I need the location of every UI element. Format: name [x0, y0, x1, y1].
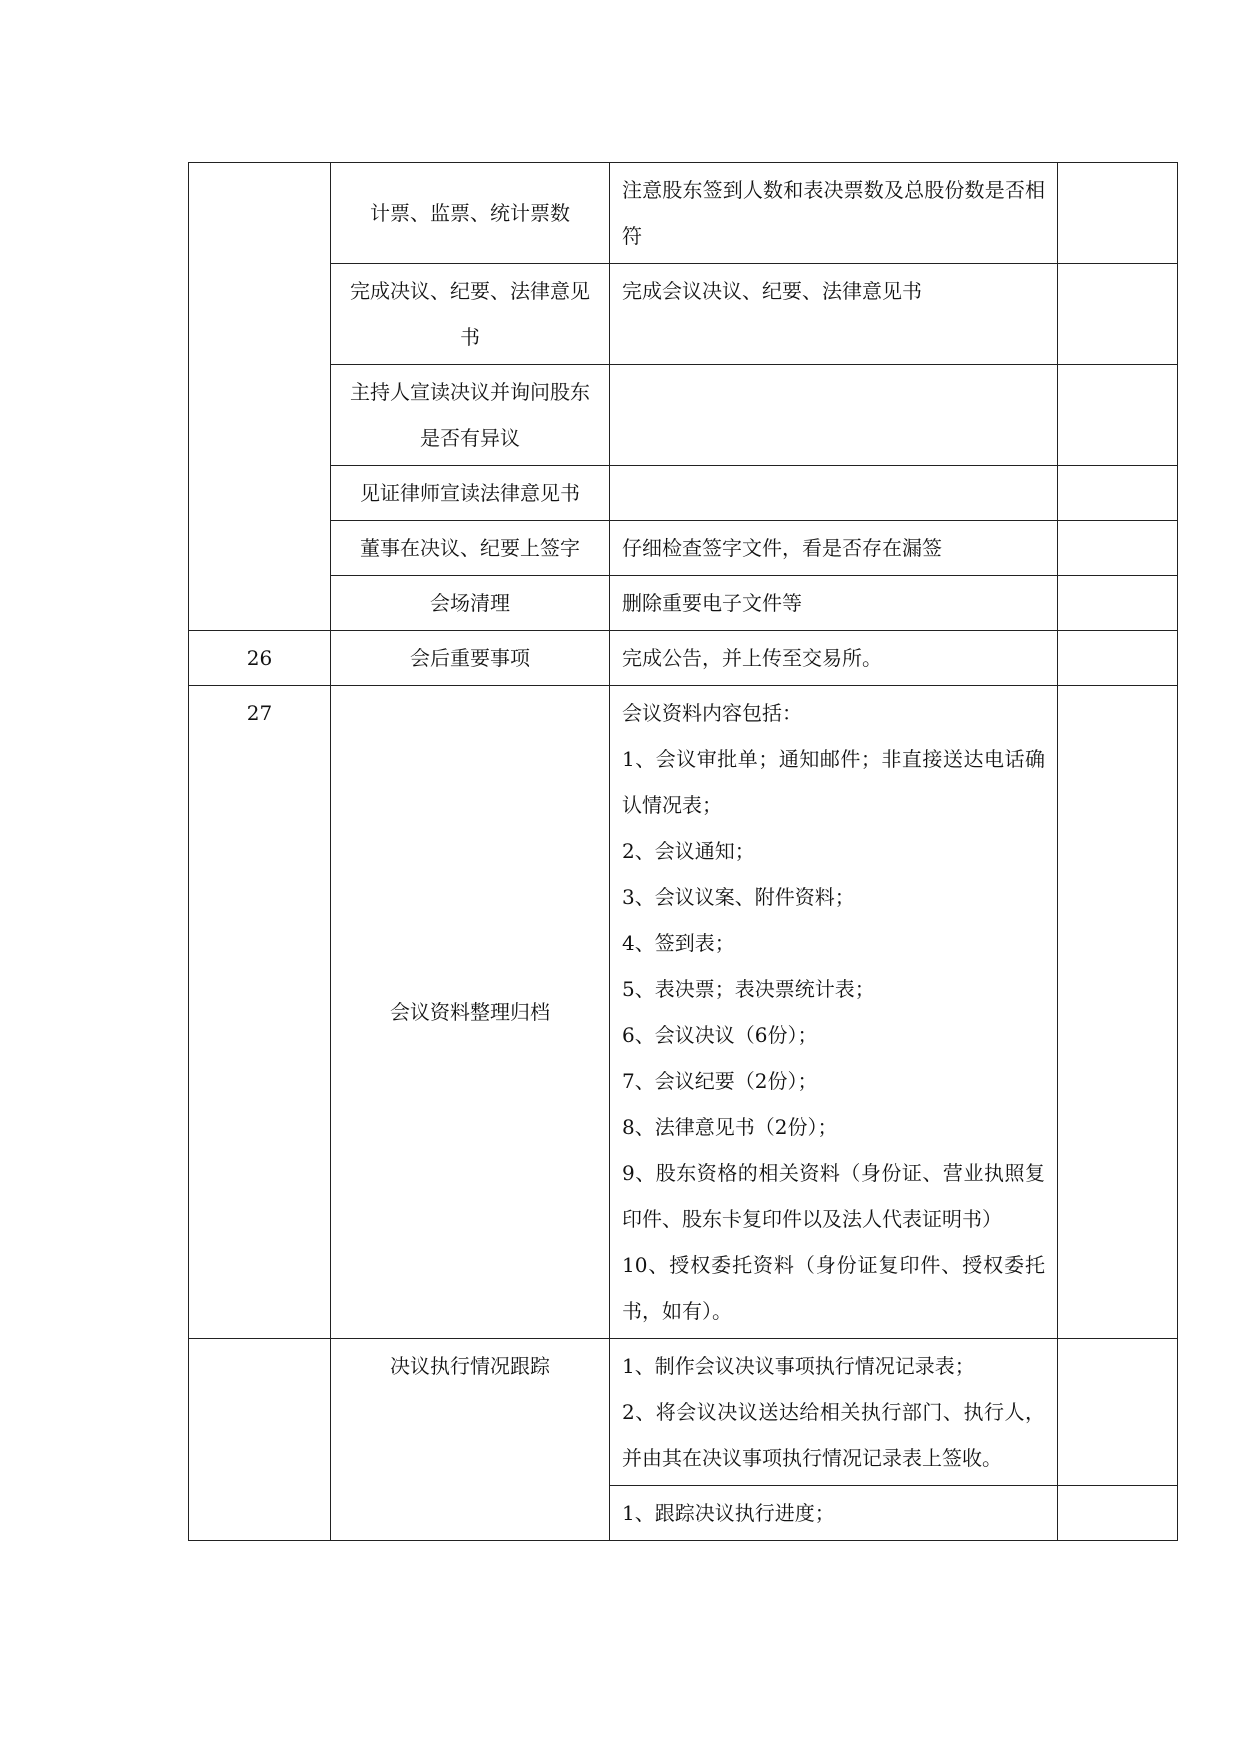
desc-line: 9、股东资格的相关资料（身份证、营业执照复印件、股东卡复印件以及法人代表证明书）: [622, 1161, 1045, 1231]
table-row: [189, 576, 1178, 631]
desc-line: 3、会议议案、附件资料；: [622, 885, 855, 909]
number-cell: 27: [189, 686, 331, 1339]
number-cell: [189, 163, 331, 631]
desc-line: 5、表决票；表决票统计表；: [622, 977, 875, 1001]
item-cell: 会后重要事项: [331, 631, 610, 686]
desc-line: 2、会议通知；: [622, 839, 755, 863]
remark-cell: [1058, 686, 1178, 1339]
table-row: [189, 1339, 1178, 1486]
desc-cell: [610, 686, 1058, 1339]
desc-line: 8、法律意见书（2份）；: [622, 1115, 838, 1139]
item-cell: 见证律师宣读法律意见书: [331, 466, 610, 521]
remark-cell: [1058, 631, 1178, 686]
table-row: [189, 163, 1178, 264]
desc-cell: 完成会议决议、纪要、法律意见书: [610, 264, 1058, 365]
item-cell: 计票、监票、统计票数: [331, 163, 610, 264]
desc-cell: 1、跟踪决议执行进度；: [610, 1486, 1058, 1541]
item-cell: 董事在决议、纪要上签字: [331, 521, 610, 576]
table-row: [189, 686, 1178, 1339]
item-cell: 完成决议、纪要、法律意见书: [331, 264, 610, 365]
desc-line: 6、会议决议（6份）；: [622, 1023, 818, 1047]
remark-cell: [1058, 1339, 1178, 1486]
desc-cell: [610, 1339, 1058, 1486]
table-row: [189, 521, 1178, 576]
meeting-procedure-table: [188, 162, 1178, 1541]
item-cell: 会议资料整理归档: [331, 686, 610, 1339]
desc-line: 1、制作会议决议事项执行情况记录表；: [622, 1354, 975, 1378]
desc-cell: 注意股东签到人数和表决票数及总股份数是否相符: [610, 163, 1058, 264]
table-row: [189, 365, 1178, 466]
remark-cell: [1058, 365, 1178, 466]
item-cell: 主持人宣读决议并询问股东是否有异议: [331, 365, 610, 466]
desc-line: 10、授权委托资料（身份证复印件、授权委托书，如有）。: [622, 1253, 1045, 1323]
remark-cell: [1058, 576, 1178, 631]
desc-cell: [610, 365, 1058, 466]
remark-cell: [1058, 521, 1178, 576]
number-cell: [189, 1339, 331, 1541]
remark-cell: [1058, 466, 1178, 521]
desc-cell: [610, 466, 1058, 521]
desc-line: 4、签到表；: [622, 931, 735, 955]
remark-cell: [1058, 264, 1178, 365]
desc-cell: 仔细检查签字文件，看是否存在漏签: [610, 521, 1058, 576]
remark-cell: [1058, 163, 1178, 264]
table-row: [189, 631, 1178, 686]
desc-cell: 删除重要电子文件等: [610, 576, 1058, 631]
desc-cell: 完成公告，并上传至交易所。: [610, 631, 1058, 686]
item-cell: 会场清理: [331, 576, 610, 631]
desc-line: 7、会议纪要（2份）；: [622, 1069, 818, 1093]
remark-cell: [1058, 1486, 1178, 1541]
desc-line: 2、将会议决议送达给相关执行部门、执行人，并由其在决议事项执行情况记录表上签收。: [622, 1400, 1045, 1470]
table-row: [189, 264, 1178, 365]
table-row: [189, 466, 1178, 521]
item-cell: 决议执行情况跟踪: [331, 1339, 610, 1541]
desc-line: 会议资料内容包括：: [622, 701, 802, 725]
desc-line: 1、会议审批单；通知邮件；非直接送达电话确认情况表；: [622, 747, 1045, 817]
number-cell: 26: [189, 631, 331, 686]
